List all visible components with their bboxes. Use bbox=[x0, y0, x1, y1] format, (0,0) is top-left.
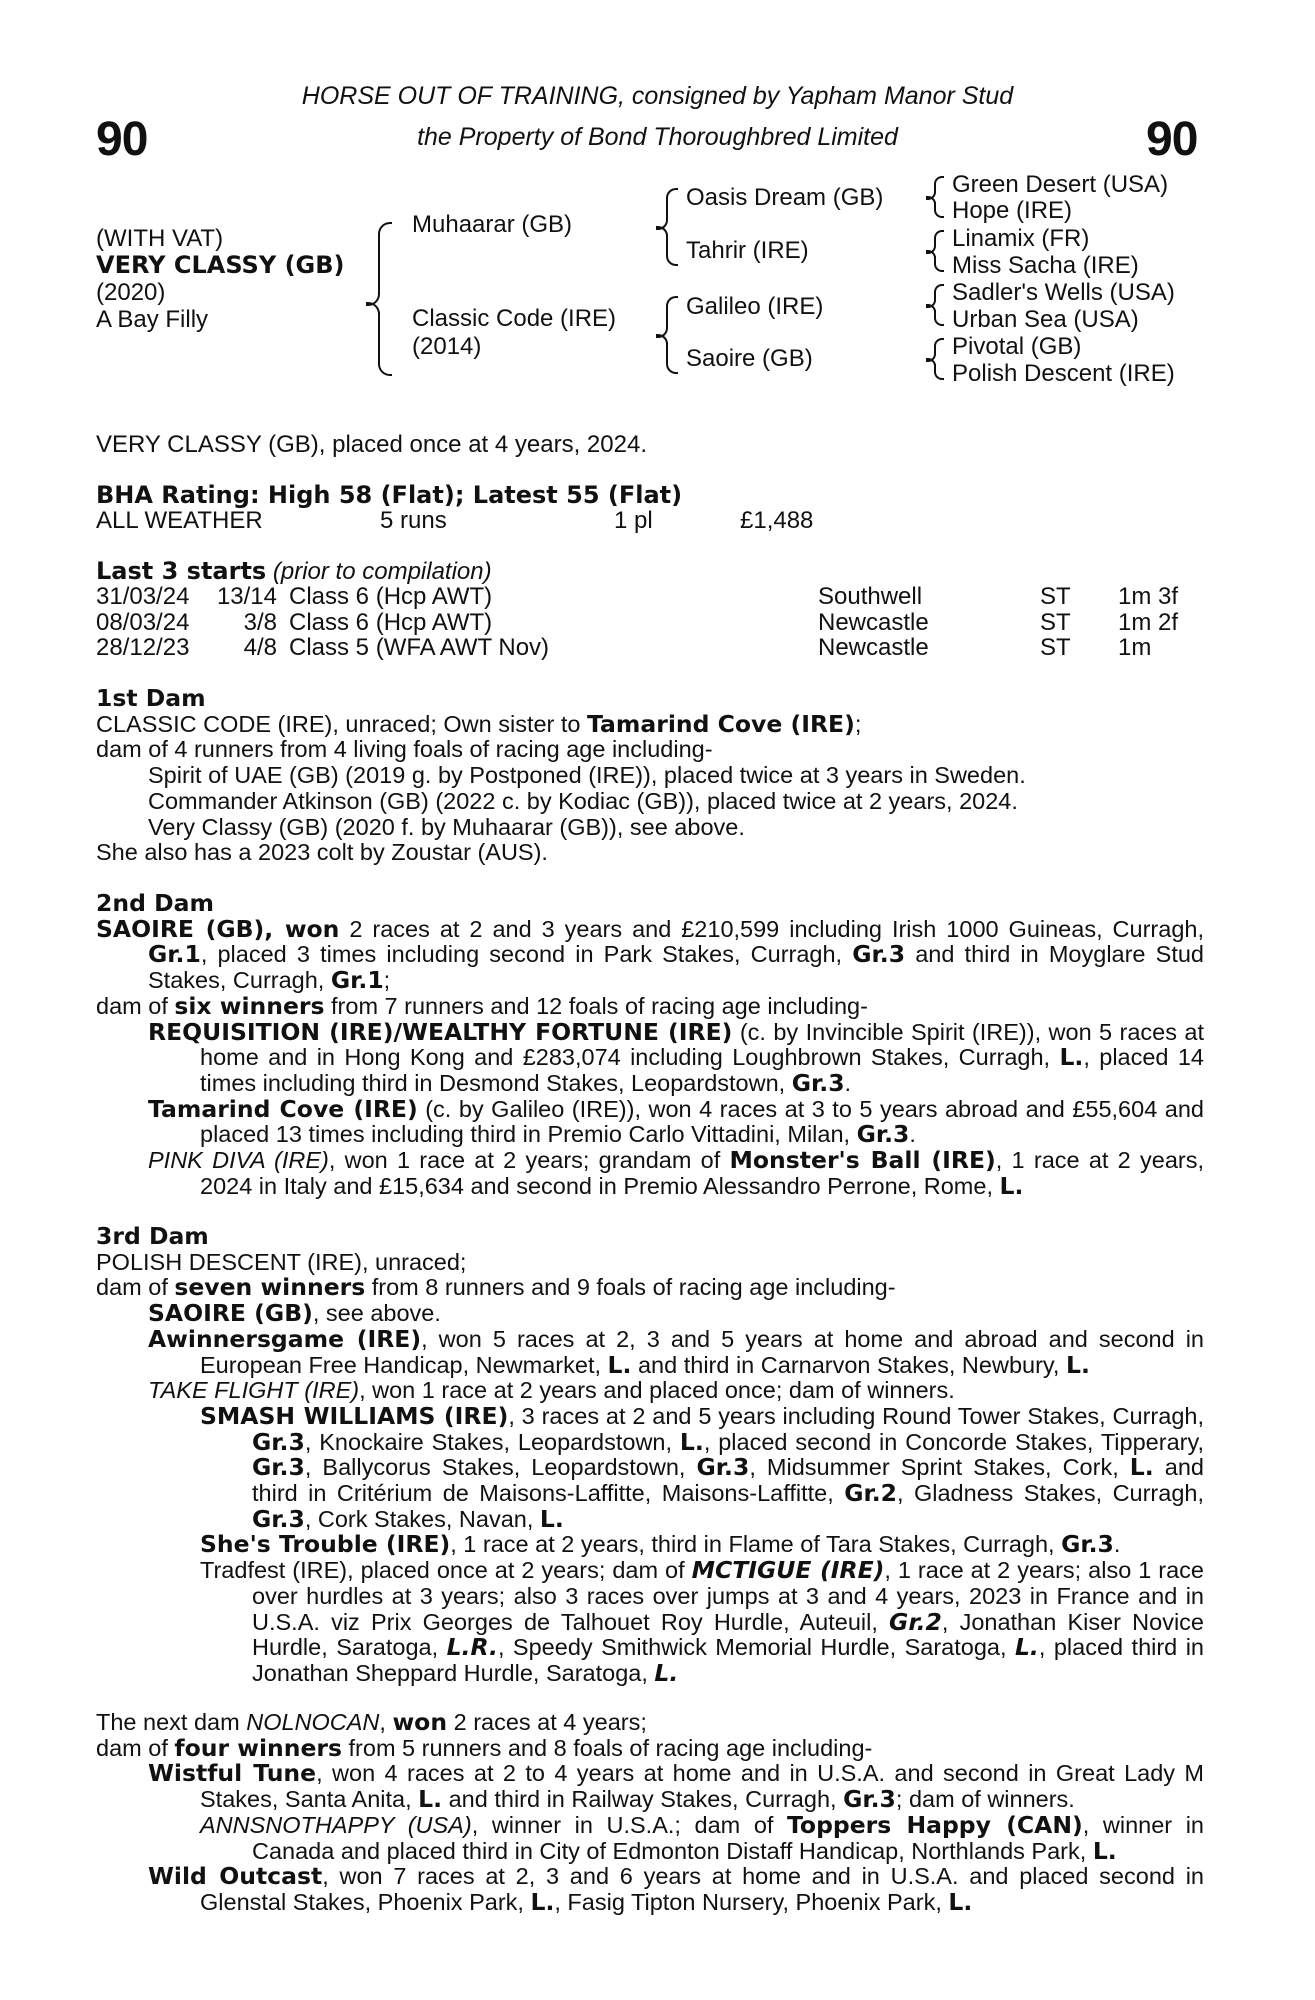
bha-rating: BHA Rating: High 58 (Flat); Latest 55 (Flat) bbox=[96, 481, 683, 509]
horse-name: REQUISITION (IRE)/WEALTHY FORTUNE (IRE) bbox=[148, 1017, 733, 1046]
second-dam-title: 2nd Dam bbox=[96, 889, 214, 917]
prize-money: £1,488 bbox=[740, 507, 814, 534]
sss: Green Desert (USA) bbox=[952, 171, 1169, 198]
text: ; dam of winners. bbox=[895, 1786, 1075, 1813]
next-dam-line1 bbox=[96, 1710, 1204, 1736]
runs: 5 runs bbox=[380, 507, 447, 534]
text: dam of bbox=[96, 1274, 175, 1301]
placed: 1 pl bbox=[614, 507, 653, 534]
horse-name: SMASH WILLIAMS (IRE) bbox=[200, 1401, 509, 1430]
grade: Gr.3 bbox=[843, 1785, 896, 1814]
text: , 1 race at 2 years, 2024 in Italy and £15,634 and second in Premio Alessandro Perrone, Rome, bbox=[200, 1147, 1204, 1199]
start-date: 28/12/23 bbox=[96, 634, 190, 662]
text: , 1 race at 2 years; also 1 race over hurdles at 3 years; also 3 races over jumps at 3 and 4 years, 2023 in France and in U.S.A. viz Prix Georges de Talhouet Roy Hurdle, Auteuil, bbox=[252, 1557, 1204, 1635]
text: . bbox=[1113, 1531, 1121, 1558]
horse-name: Monster's Ball (IRE) bbox=[729, 1146, 996, 1175]
start-date: 08/03/24 bbox=[96, 608, 190, 636]
text: , Gladness Stakes, Curragh, bbox=[897, 1480, 1204, 1507]
horse-name: Wistful Tune bbox=[148, 1759, 317, 1788]
third-dam-line1: POLISH DESCENT (IRE), unraced; bbox=[96, 1248, 467, 1275]
dam-name: NOLNOCAN bbox=[246, 1709, 380, 1735]
text: , placed second in Concorde Stakes, Tipperary, bbox=[703, 1428, 1204, 1455]
won-text: won bbox=[392, 1708, 448, 1736]
text: CLASSIC CODE (IRE), unraced; Own sister to bbox=[96, 710, 588, 737]
tamarind-entry bbox=[148, 1094, 1204, 1149]
text: from 7 runners and 12 foals of racing age including- bbox=[324, 992, 868, 1019]
text: dam of bbox=[96, 992, 175, 1019]
text: (c. by Galileo (IRE)), won 4 races at 3 to 5 years abroad and £55,604 and placed 13 times including third in Premio Carlo Vittadini, Milan, bbox=[200, 1095, 1204, 1148]
brace-gen3-4-bottom bbox=[934, 364, 944, 380]
text: , 3 races at 2 and 5 years including Round Tower Stakes, Curragh, bbox=[508, 1402, 1204, 1429]
start-dist: 1m 3f bbox=[1118, 583, 1179, 610]
third-dam-title: 3rd Dam bbox=[96, 1222, 209, 1250]
text: 2 races at 4 years; bbox=[447, 1709, 647, 1735]
start-course: Southwell bbox=[818, 583, 923, 610]
start-dist: 1m 2f bbox=[1118, 608, 1179, 636]
text: Tradfest (IRE), placed once at 2 years; dam of bbox=[200, 1557, 692, 1584]
progeny-note: She also has a 2023 colt by Zoustar (AUS). bbox=[96, 839, 548, 866]
grade: Gr.3 bbox=[852, 940, 906, 969]
text: , Midsummer Sprint Stakes, Cork, bbox=[749, 1454, 1130, 1481]
wild-outcast-entry bbox=[148, 1864, 1204, 1915]
horse-name: Wild Outcast bbox=[148, 1862, 323, 1891]
winners-count: four winners bbox=[174, 1733, 342, 1762]
start-race: Class 5 (WFA AWT Nov) bbox=[289, 634, 550, 662]
text: ; bbox=[383, 967, 391, 994]
wistful-tune-entry bbox=[148, 1761, 1204, 1812]
grade: L. bbox=[1065, 1350, 1090, 1379]
start-pos: 3/8 bbox=[243, 608, 277, 636]
horse-name: Awinnersgame (IRE) bbox=[148, 1324, 422, 1353]
dds: Pivotal (GB) bbox=[952, 333, 1082, 360]
horse-name: Tamarind Cove (IRE) bbox=[148, 1094, 418, 1123]
grade: Gr.1 bbox=[148, 940, 201, 969]
start-going: ST bbox=[1040, 608, 1071, 636]
text: , bbox=[379, 1709, 393, 1735]
brace-gen3-1-bottom bbox=[934, 202, 944, 218]
start-dist: 1m bbox=[1118, 634, 1152, 662]
grade: L. bbox=[654, 1658, 679, 1687]
horse-name: ANNSNOTHAPPY (USA) bbox=[200, 1811, 472, 1838]
grade: Gr.3 bbox=[252, 1453, 305, 1482]
text: and third in Carnarvon Stakes, Newbury, bbox=[631, 1351, 1066, 1378]
own-sister-name: Tamarind Cove (IRE) bbox=[587, 709, 855, 738]
start-going: ST bbox=[1040, 583, 1071, 610]
text: , won 1 race at 2 years and placed once; dam of winners. bbox=[359, 1377, 955, 1404]
lot-number-left: 90 bbox=[96, 113, 148, 166]
grade: Gr.3 bbox=[252, 1504, 305, 1533]
tradfest-entry bbox=[200, 1558, 1204, 1687]
text: , won 4 races at 2 to 4 years at home and in U.S.A. and second in Great Lady M Stakes, Santa Anita, bbox=[200, 1760, 1205, 1813]
grade: L.R. bbox=[446, 1633, 498, 1662]
sire-dam: Tahrir (IRE) bbox=[686, 237, 809, 264]
dss: Sadler's Wells (USA) bbox=[952, 279, 1175, 306]
grade: Gr.3 bbox=[856, 1120, 910, 1149]
start-pos: 4/8 bbox=[243, 634, 277, 662]
text: dam of bbox=[96, 1734, 175, 1761]
grade: L. bbox=[1129, 1453, 1154, 1482]
text: , placed 14 times including third in Desmond Stakes, Leopardstown, bbox=[200, 1044, 1204, 1096]
start-race: Class 6 (Hcp AWT) bbox=[289, 583, 493, 610]
text: , see above. bbox=[312, 1300, 441, 1327]
grade: L. bbox=[539, 1504, 564, 1533]
last-starts-heading bbox=[96, 558, 492, 585]
text: and third in Moyglare Stud Stakes, Curragh, bbox=[148, 941, 1204, 994]
start-going: ST bbox=[1040, 634, 1071, 662]
first-dam-line1 bbox=[96, 709, 1204, 738]
sire: Muhaarar (GB) bbox=[412, 211, 573, 238]
sdd: Miss Sacha (IRE) bbox=[952, 252, 1139, 279]
winners-count: six winners bbox=[174, 991, 325, 1020]
horse-name: Toppers Happy (CAN) bbox=[787, 1810, 1083, 1839]
surface: ALL WEATHER bbox=[96, 507, 263, 534]
grade: L. bbox=[679, 1427, 704, 1456]
dam-name: SAOIRE (GB) bbox=[96, 914, 265, 943]
text: , won 1 race at 2 years; grandam of bbox=[328, 1147, 730, 1174]
start-race: Class 6 (Hcp AWT) bbox=[289, 608, 493, 636]
last-starts-note: (prior to compilation) bbox=[272, 558, 492, 585]
dam-sire: Galileo (IRE) bbox=[686, 293, 824, 320]
pink-diva-entry bbox=[148, 1148, 1204, 1199]
text: and third in Railway Stakes, Curragh, bbox=[442, 1786, 844, 1813]
progeny-1: Spirit of UAE (GB) (2019 g. by Postponed (IRE)), placed twice at 3 years in Sweden. bbox=[148, 762, 1026, 789]
brace-gen3-3-bottom bbox=[934, 310, 944, 326]
saoire-entry bbox=[96, 914, 1204, 995]
ddd: Polish Descent (IRE) bbox=[952, 360, 1175, 387]
text: , won 5 races at 2, 3 and 5 years at home and abroad and second in European Free Handicap, Newmarket, bbox=[200, 1325, 1204, 1378]
dam-dam: Saoire (GB) bbox=[686, 345, 813, 372]
grade: Gr.2 bbox=[844, 1479, 897, 1508]
property-line: the Property of Bond Thoroughbred Limited bbox=[417, 123, 898, 151]
start-course: Newcastle bbox=[818, 608, 929, 636]
first-dam-title: 1st Dam bbox=[96, 684, 206, 712]
brace-gen2-sire-bottom bbox=[666, 234, 678, 266]
dam-year: (2014) bbox=[412, 333, 482, 360]
race-summary: VERY CLASSY (GB), placed once at 4 years, 2024. bbox=[96, 431, 647, 458]
text: , Knockaire Stakes, Leopardstown, bbox=[304, 1428, 680, 1455]
brace-gen3-2-bottom bbox=[934, 256, 944, 272]
grade: Gr.3 bbox=[252, 1427, 305, 1456]
brace-gen1-bottom bbox=[378, 312, 392, 376]
grade: L. bbox=[607, 1350, 632, 1379]
grade: Gr.3 bbox=[696, 1453, 750, 1482]
brace-gen2-sire-top bbox=[666, 188, 678, 220]
dam: Classic Code (IRE) bbox=[412, 305, 617, 332]
grade: Gr.2 bbox=[889, 1607, 942, 1636]
text: . bbox=[909, 1121, 916, 1148]
text: , placed 3 times including second in Park Stakes, Curragh, bbox=[200, 941, 853, 968]
grade: L. bbox=[948, 1887, 973, 1916]
text: , Ballycorus Stakes, Leopardstown, bbox=[304, 1454, 697, 1481]
text: The next dam bbox=[96, 1709, 247, 1735]
vat-note: (WITH VAT) bbox=[96, 225, 224, 252]
text: , Speedy Smithwick Memorial Hurdle, Saratoga, bbox=[497, 1634, 1015, 1661]
text: from 5 runners and 8 foals of racing age including- bbox=[342, 1734, 873, 1761]
next-dam-section bbox=[96, 1710, 1204, 1916]
sds: Linamix (FR) bbox=[952, 225, 1090, 252]
grade: Gr.3 bbox=[791, 1068, 845, 1097]
text: , bbox=[264, 914, 285, 943]
won-text: won bbox=[284, 914, 340, 943]
horse-name: PINK DIVA (IRE) bbox=[148, 1147, 329, 1174]
awinnersgame-entry bbox=[148, 1324, 1204, 1379]
third-dam-produce bbox=[96, 1275, 1204, 1301]
shes-trouble-entry bbox=[200, 1532, 1204, 1558]
start-pos: 13/14 bbox=[216, 583, 277, 610]
grade: L. bbox=[530, 1887, 555, 1916]
start-course: Newcastle bbox=[818, 634, 929, 662]
horse-name: MCTIGUE (IRE) bbox=[691, 1556, 885, 1585]
dsd: Urban Sea (USA) bbox=[952, 306, 1139, 333]
text: (c. by Invincible Spirit (IRE)), won 5 races at home and in Hong Kong and £283,074 including Loughbrown Stakes, Curragh, bbox=[200, 1018, 1205, 1071]
horse-name: She's Trouble (IRE) bbox=[200, 1530, 451, 1559]
second-dam-section bbox=[96, 891, 1204, 1199]
progeny-2: Commander Atkinson (GB) (2022 c. by Kodiac (GB)), placed twice at 2 years, 2024. bbox=[148, 787, 1018, 814]
brace-gen2-dam-top bbox=[666, 296, 678, 328]
grade: Gr.1 bbox=[330, 966, 384, 995]
text: , placed third in Jonathan Sheppard Hurdle, Saratoga, bbox=[252, 1634, 1204, 1686]
horse-name: VERY CLASSY (GB) bbox=[96, 251, 345, 279]
saoire-produce bbox=[96, 991, 1204, 1020]
text: ; bbox=[854, 710, 862, 737]
text: , winner in U.S.A.; dam of bbox=[471, 1811, 788, 1838]
lot-number-right: 90 bbox=[1146, 113, 1198, 166]
next-dam-produce bbox=[96, 1733, 1204, 1762]
text: , Jonathan Kiser Novice Hurdle, Saratoga, bbox=[252, 1608, 1204, 1661]
grade: L. bbox=[1092, 1836, 1117, 1865]
grade: L. bbox=[999, 1171, 1024, 1200]
brace-gen1-top bbox=[378, 222, 392, 294]
brace-gen2-dam-bottom bbox=[666, 342, 678, 374]
text: from 8 runners and 9 foals of racing age including- bbox=[365, 1274, 896, 1301]
start-date: 31/03/24 bbox=[96, 583, 190, 610]
first-dam-line2: dam of 4 runners from 4 living foals of racing age including- bbox=[96, 736, 713, 763]
progeny-3: Very Classy (GB) (2020 f. by Muhaarar (GB)), see above. bbox=[148, 813, 745, 840]
text: , winner in Canada and placed third in City of Edmonton Distaff Handicap, Northlands Park, bbox=[252, 1811, 1204, 1864]
grade: L. bbox=[1014, 1633, 1039, 1662]
first-dam-section bbox=[96, 686, 1204, 866]
horse-year: (2020) bbox=[96, 279, 166, 306]
smash-williams-entry bbox=[200, 1401, 1204, 1533]
text: , Fasig Tipton Nursery, Phoenix Park, bbox=[554, 1888, 949, 1915]
requisition-entry bbox=[148, 1017, 1205, 1097]
sire-sire: Oasis Dream (GB) bbox=[686, 184, 884, 211]
text: , won 7 races at 2, 3 and 6 years at home and in U.S.A. and placed second in Glenstal Stakes, Phoenix Park, bbox=[200, 1863, 1204, 1915]
third-dam-section bbox=[96, 1224, 1204, 1687]
horse-name: TAKE FLIGHT (IRE) bbox=[148, 1377, 360, 1404]
horse-name: SAOIRE (GB) bbox=[148, 1299, 313, 1328]
text: , Cork Stakes, Navan, bbox=[304, 1505, 540, 1532]
consignor-line: HORSE OUT OF TRAINING, consigned by Yapham Manor Stud bbox=[301, 82, 1014, 110]
horse-description: A Bay Filly bbox=[96, 306, 209, 333]
grade: L. bbox=[1059, 1043, 1084, 1072]
text: and third in Critérium de Maisons-Laffitte, Maisons-Laffitte, bbox=[252, 1454, 1204, 1507]
text: . bbox=[844, 1069, 852, 1096]
winners-count: seven winners bbox=[174, 1273, 366, 1302]
grade: L. bbox=[418, 1785, 443, 1814]
text: , 1 race at 2 years, third in Flame of Tara Stakes, Curragh, bbox=[450, 1531, 1062, 1558]
annsnothappy-entry bbox=[200, 1810, 1204, 1865]
text: 2 races at 2 and 3 years and £210,599 including Irish 1000 Guineas, Curragh, bbox=[339, 915, 1204, 942]
take-flight-entry bbox=[148, 1378, 1204, 1404]
ssd: Hope (IRE) bbox=[952, 197, 1073, 224]
last-starts-title: Last 3 starts bbox=[96, 557, 267, 585]
grade: Gr.3 bbox=[1061, 1530, 1114, 1559]
saoire-ref bbox=[148, 1301, 1204, 1327]
